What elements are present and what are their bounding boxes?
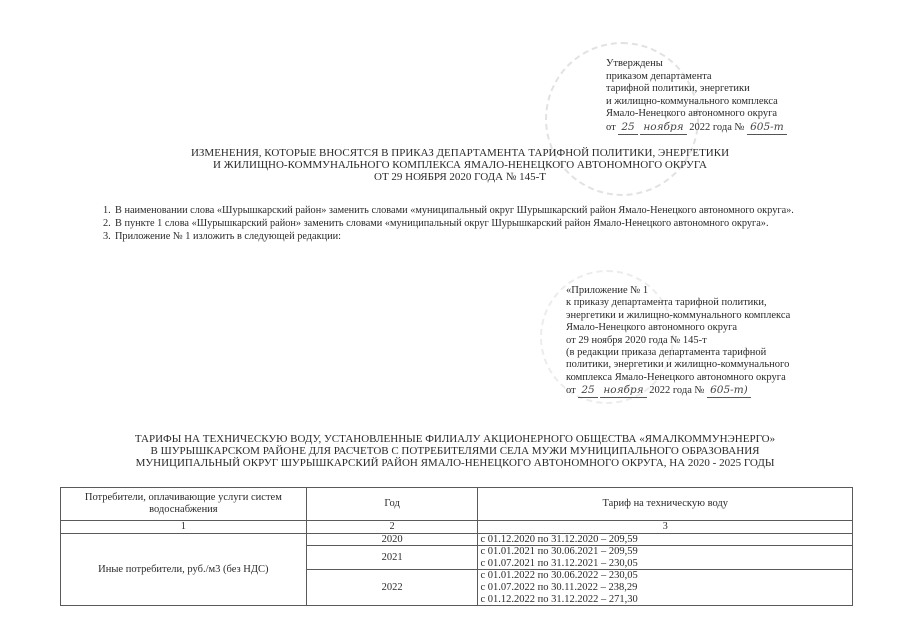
handwritten-month: ноября	[600, 384, 646, 397]
tariff-period: с 01.01.2021 по 30.06.2021 – 209,59	[480, 546, 638, 558]
item-text: Приложение № 1 изложить в следующей редакции:	[115, 231, 341, 243]
approval-date	[606, 121, 896, 135]
tariff-table	[60, 487, 853, 606]
title-line: В ШУРЫШКАРСКОМ РАЙОНЕ ДЛЯ РАСЧЕТОВ С ПОТРЕБИТЕЛЯМИ СЕЛА МУЖИ МУНИЦИПАЛЬНОГО ОБРАЗОВАНИЯ	[150, 444, 760, 457]
item-number: 3.	[103, 231, 111, 243]
column-number: 3	[478, 521, 853, 534]
appendix-line: комплекса Ямало-Ненецкого автономного округа	[566, 371, 786, 383]
column-header: Год	[306, 488, 478, 521]
column-header: Потребители, оплачивающие услуги систем водоснабжения	[61, 488, 307, 521]
column-number: 1	[61, 521, 307, 534]
approval-line: приказом департамента	[606, 70, 712, 82]
tariff-period: с 01.01.2022 по 30.06.2022 – 230,05	[480, 570, 638, 582]
year-cell: 2022	[306, 570, 478, 606]
handwritten-number: 605-т)	[707, 384, 751, 397]
appendix-block	[566, 285, 866, 398]
date-year: 2022 года №	[689, 121, 745, 133]
tariff-period: с 01.12.2022 по 31.12.2022 – 271,30	[480, 593, 638, 605]
title-line: ТАРИФЫ НА ТЕХНИЧЕСКУЮ ВОДУ, УСТАНОВЛЕННЫЕ ФИЛИАЛУ АКЦИОНЕРНОГО ОБЩЕСТВА «ЯМАЛКОММУНЭНЕРГО»	[134, 433, 776, 445]
approval-line: и жилищно-коммунального комплекса	[606, 95, 778, 107]
item-text: В наименовании слова «Шурышкарский район» заменить словами «муниципальный округ Шурышкарский район Ямало-Ненецкого автономного округа».	[115, 205, 794, 216]
date-prefix: от	[606, 121, 616, 133]
appendix-line: политики, энергетики и жилищно-коммунального	[566, 359, 790, 371]
approval-line: Ямало-Ненецкого автономного округа	[606, 108, 778, 120]
column-number-row	[61, 521, 853, 534]
handwritten-day: 25	[578, 384, 597, 397]
tariff-title	[60, 434, 850, 469]
title-line: ОТ 29 НОЯБРЯ 2020 ГОДА № 145-Т	[374, 171, 546, 183]
tariff-period: с 01.12.2020 по 31.12.2020 – 209,59	[480, 533, 638, 545]
approval-block	[606, 58, 896, 135]
appendix-line: «Приложение № 1	[566, 285, 649, 296]
tariff-period: с 01.07.2022 по 30.11.2022 – 238,29	[480, 581, 638, 593]
item-number: 2.	[103, 218, 111, 230]
title-line: МУНИЦИПАЛЬНЫЙ ОКРУГ ШУРЫШКАРСКИЙ РАЙОН ЯМАЛО-НЕНЕЦКОГО АВТОНОМНОГО ОКРУГА, НА 2020 - 2025 ГОДЫ	[135, 456, 775, 469]
appendix-line: Ямало-Ненецкого автономного округа	[566, 322, 738, 334]
handwritten-day: 25	[618, 121, 637, 135]
table-row	[61, 533, 853, 546]
list-item	[92, 205, 852, 217]
document-title	[80, 147, 840, 183]
appendix-date	[566, 384, 866, 397]
title-line: И ЖИЛИЩНО-КОММУНАЛЬНОГО КОМПЛЕКСА ЯМАЛО-НЕНЕЦКОГО АВТОНОМНОГО ОКРУГА	[213, 159, 707, 171]
title-line: ИЗМЕНЕНИЯ, КОТОРЫЕ ВНОСЯТСЯ В ПРИКАЗ ДЕПАРТАМЕНТА ТАРИФНОЙ ПОЛИТИКИ, ЭНЕРГЕТИКИ	[190, 147, 730, 159]
handwritten-number: 605-т	[747, 121, 787, 135]
column-header: Тариф на техническую воду	[478, 488, 853, 521]
appendix-line: к приказу департамента тарифной политики,	[566, 297, 767, 309]
list-item	[92, 218, 852, 230]
column-number: 2	[306, 521, 478, 534]
approval-line: Утверждены	[606, 58, 663, 69]
appendix-line: (в редакции приказа департамента тарифной	[566, 347, 767, 359]
date-year: 2022 года №	[649, 385, 705, 397]
year-cell: 2020	[306, 533, 478, 546]
tariff-cell	[478, 533, 853, 546]
item-text: В пункте 1 слова «Шурышкарский район» заменить словами «муниципальный округ Шурышкарский район Ямало-Ненецкого автономного округа».	[115, 218, 769, 230]
appendix-line: энергетики и жилищно-коммунального комплекса	[566, 309, 791, 321]
changes-list	[92, 205, 852, 245]
appendix-line: от 29 ноября 2020 года № 145-т	[566, 334, 707, 346]
list-item	[92, 231, 852, 243]
tariff-period: с 01.07.2021 по 31.12.2021 – 230,05	[480, 557, 638, 569]
approval-line: тарифной политики, энергетики	[606, 83, 750, 95]
tariff-cell	[478, 546, 853, 570]
tariff-cell	[478, 570, 853, 606]
consumer-cell: Иные потребители, руб./м3 (без НДС)	[61, 533, 307, 606]
date-prefix: от	[566, 385, 576, 397]
item-number: 1.	[103, 205, 111, 216]
table-header-row	[61, 488, 853, 521]
year-cell: 2021	[306, 546, 478, 570]
handwritten-month: ноября	[640, 121, 686, 135]
